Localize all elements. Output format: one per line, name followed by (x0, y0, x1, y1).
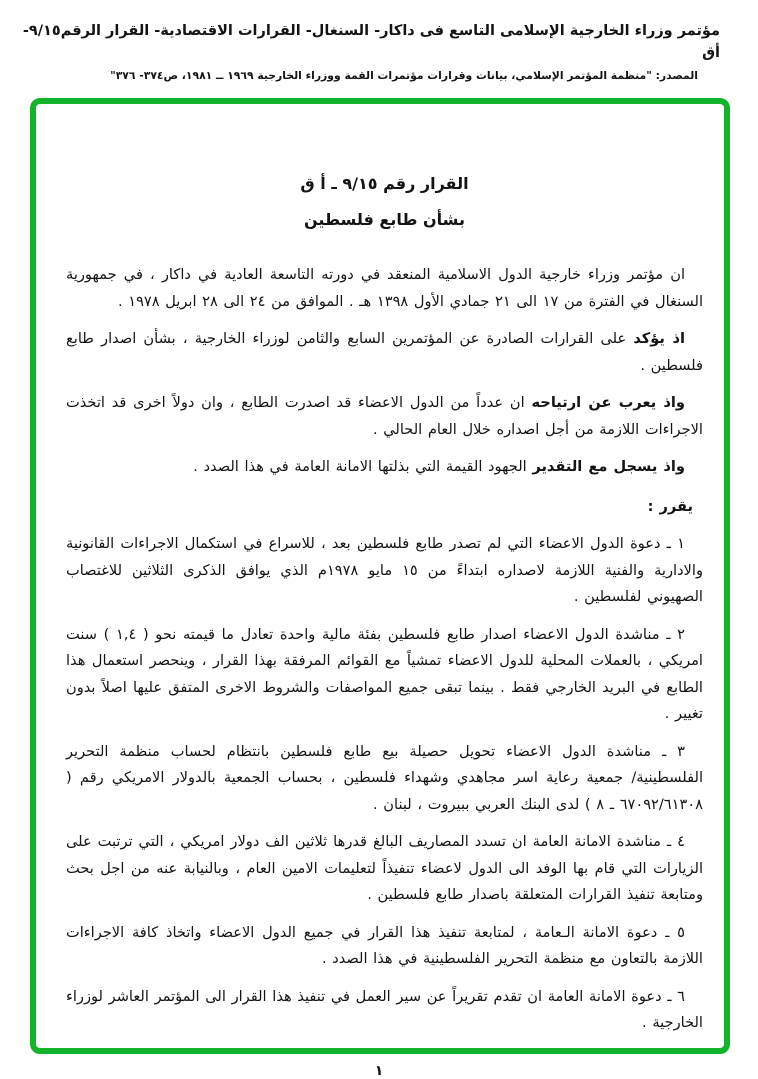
citation-title: مؤتمر وزراء الخارجية الإسلامى التاسع فى داكار- السنغال- القرارات الاقتصادية- القرار الرقم٩/١٥- أق (22, 23, 720, 61)
resolution-item-6: ٦ ـ دعوة الامانة العامة ان تقدم تقريراً عن سير العمل في تنفيذ هذا القرار الى المؤتمر العاشر لوزراء الخارجية . (66, 987, 703, 1031)
paragraph-text: ان عدداً من الدول الاعضاء قد اصدرت الطابع ، وان دولاً اخرى قد اتخذت الاجراءات اللازمة من أجل اصداره خلال العام الحالي . (66, 394, 703, 438)
resolution-item-5: ٥ ـ دعوة الامانة الـعامة ، لمتابعة تنفيذ هذا القرار في جميع الدول الاعضاء واتخاذ كافة الاجراءات اللازمة بالتعاون مع منظمة التحرير الفلسطينية في هذا الصدد . (66, 923, 703, 967)
resolution-item-1: ١ ـ دعوة الدول الاعضاء التي لم تصدر طابع فلسطين بعد ، للاسراع في استكمال الاجراءات القانونية والادارية والفنية اللازمة لاصداره ابتداءً من ١٥ مايو ١٩٧٨م الذي يوافق الذكرى الثلاثين للاغتصاب الصهيوني لفلسطين . (66, 535, 703, 605)
paragraph-lead: اذ يؤكد (633, 330, 685, 347)
preamble-paragraph-1 (66, 262, 703, 315)
document-frame (30, 98, 730, 1054)
decision-label (66, 494, 703, 521)
citation-source: المصدر: "منظمة المؤتمر الإسلامي، بيانات وقرارات مؤتمرات القمة ووزراء الخارجية ١٩٦٩ ــ ١٩٨١، ص٣٧٤- ٣٧٦" (110, 69, 698, 82)
page-number: ١ (374, 1063, 384, 1079)
resolution-subject-title: بشأن طابع فلسطين (304, 210, 465, 229)
resolution-number-title: القرار رقم ٩/١٥ ـ أ ق (300, 174, 469, 193)
paragraph-text: ان مؤتمر وزراء خارجية الدول الاسلامية المنعقد في دورته التاسعة العادية في داكار ، في جمهورية السنغال في الفترة من ١٧ الى ٢١ جمادي الأول ١٣٩٨ هـ . الموافق من ٢٤ الى ٢٨ ابريل ١٩٧٨ . (66, 266, 703, 310)
paragraph-lead: واذ يسجل مع التقدير (532, 458, 685, 475)
preamble-paragraph-2 (66, 326, 703, 379)
preamble-paragraph-3 (66, 390, 703, 443)
resolution-item-3: ٣ ـ مناشدة الدول الاعضاء تحويل حصيلة بيع طابع فلسطين بانتظام لحساب منظمة التحرير الفلسطينية/ جمعية رعاية اسر مجاهدي وشهداء فلسطين ، بحساب الجمعية بالدولار الامريكي رقم ( ٦٧٠٩٢/٦١٣٠٨ ـ ٨ ) لدى البنك العربي ببيروت ، لبنان . (66, 742, 703, 813)
paragraph-text: الجهود القيمة التي بذلتها الامانة العامة في هذا الصدد . (193, 458, 533, 475)
paragraph-lead: واذ يعرب عن ارتياحه (531, 394, 685, 411)
resolution-item-2: ٢ ـ مناشدة الدول الاعضاء اصدار طابع فلسطين بفئة مالية واحدة تعادل ما قيمته نحو ( ١,٤ ) سنت امريكي ، بالعملات المحلية للدول الاعضاء تمشياً مع القوائم المرفقة بهذا القرار ، وينحصر استعمال هذا الطابع في البريد الخارجي فقط . بينما تبقى جميع المواصفات والشروط الاخرى المتفق عليها اصلاً بدون تغيير . (66, 625, 703, 722)
preamble-paragraph-4 (66, 454, 703, 481)
paragraph-text: على القرارات الصادرة عن المؤتمرين السابع والثامن لوزراء الخارجية ، بشأن اصدار طابع فلسطين . (66, 330, 703, 374)
decision-label-text: يقرر : (647, 497, 693, 515)
citation-header (0, 0, 758, 84)
resolution-item-4: ٤ ـ مناشدة الامانة العامة ان تسدد المصاريف البالغ قدرها ثلاثين الف دولار امريكي ، التي ترتبت على الزيارات التي قام بها الوفد الى الدول لاعضاء تنفيذاً لتعليمات الامين العام ، وبالنيابة عنه من اجل بحث ومتابعة تنفيذ القرارات المتعلقة باصدار طابع فلسطين . (66, 833, 703, 903)
